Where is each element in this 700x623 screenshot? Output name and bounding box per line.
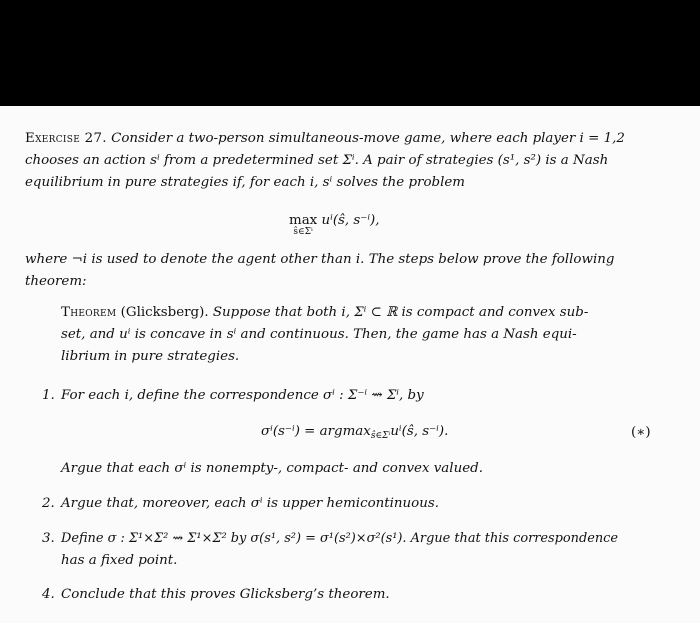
step-3-number: 3. [42,531,55,546]
theorem-line-1 [61,302,588,324]
theorem-text-1: Suppose that both i, Σⁱ ⊂ ℝ is compact and convex sub- [212,305,589,320]
step-4-text: Conclude that this proves Glicksberg’s theorem. [61,587,390,602]
argmax-equation [261,424,448,441]
max-operator [289,214,317,237]
max-equation [289,214,380,237]
equation-label: (∗) [631,425,651,440]
theorem-line-2: set, and uⁱ is concave in sⁱ and continuous. Then, the game has a Nash equi- [61,327,577,342]
explanation-line-1: where ¬i is used to denote the agent other than i. The steps below prove the following [25,252,615,267]
step-1-text: For each i, define the correspondence σⁱ : Σ⁻ⁱ ⇝ Σⁱ, by [61,388,424,403]
exercise-line-2: chooses an action sⁱ from a predetermined set Σⁱ. A pair of strategies (s¹, s²) is a Nash [25,153,609,168]
exercise-line-3: equilibrium in pure strategies if, for each i, sⁱ solves the problem [25,175,465,190]
black-header-band [0,0,700,106]
step-3-text: Define σ : Σ¹×Σ² ⇝ Σ¹×Σ² by σ(s¹, s²) = σ¹(s²)×σ²(s¹). Argue that this correspondence [61,531,619,546]
theorem-label: Theorem [61,305,117,320]
argmax-lhs: σⁱ(s⁻ⁱ) = argmax [261,424,371,439]
step-2-number: 2. [42,496,55,511]
theorem-line-3: librium in pure strategies. [61,349,240,364]
exercise-text-1: Consider a two-person simultaneous-move game, where each player i = 1,2 [111,131,625,146]
step-2-text: Argue that, moreover, each σⁱ is upper hemicontinuous. [61,496,439,511]
step-1-followup: Argue that each σⁱ is nonempty-, compact- and convex valued. [61,461,483,476]
step-1-number: 1. [42,388,55,403]
textbook-page [0,106,700,623]
max-word: max [289,213,318,228]
explanation-line-2: theorem: [25,274,87,289]
theorem-name: (Glicksberg). [120,305,209,320]
max-expression: uⁱ(ŝ, s⁻ⁱ), [321,213,380,228]
max-subscript: ŝ∈Σⁱ [293,227,313,237]
argmax-rhs: uⁱ(ŝ, s⁻ⁱ). [390,424,449,439]
step-3-text-continued: has a fixed point. [61,553,178,568]
exercise-label: Exercise 27. [25,131,107,146]
step-4-number: 4. [42,587,55,602]
argmax-subscript: ŝ∈Σⁱ [370,431,391,441]
exercise-line-1 [25,128,625,150]
